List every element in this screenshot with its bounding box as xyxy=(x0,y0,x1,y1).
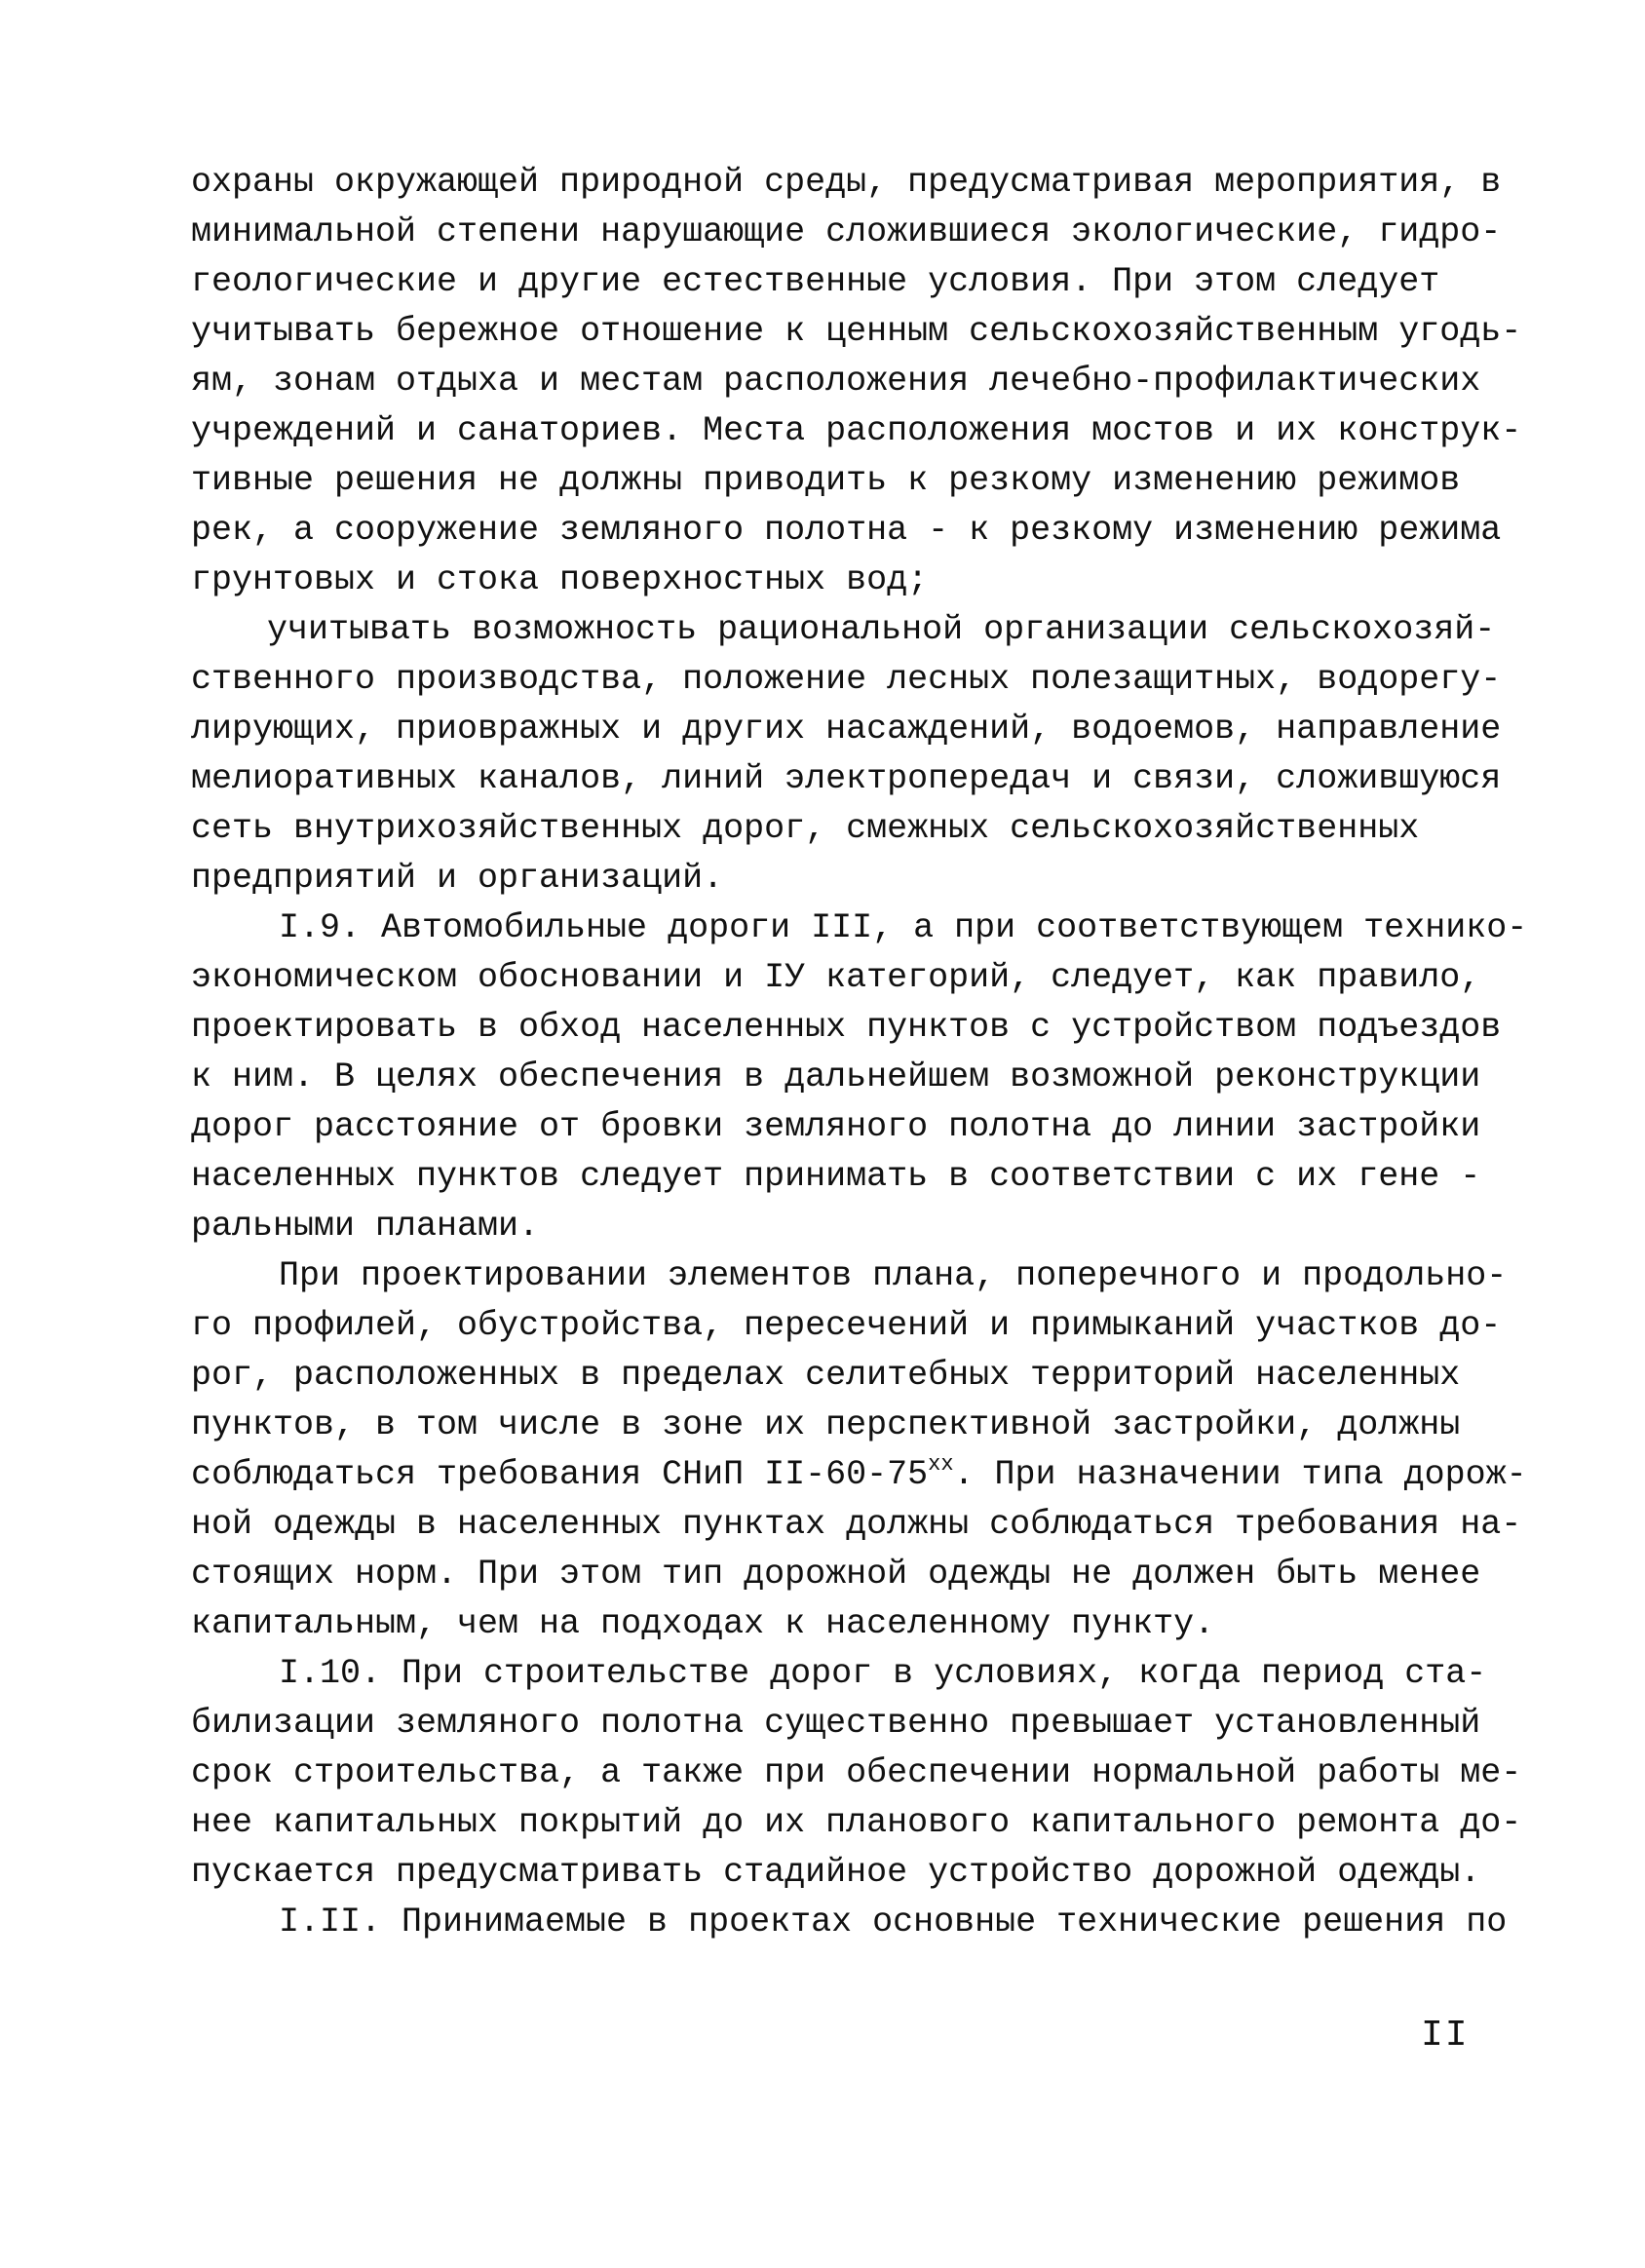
clause-1-10-line: I.10. При строительстве дорог в условиях, когда период ста- xyxy=(279,1654,1487,1693)
text-line: рог, расположенных в пределах селитебных территорий населенных xyxy=(191,1356,1461,1395)
text-line: ственного производства, положение лесных полезащитных, водорегу- xyxy=(191,660,1502,699)
text-line: тивные решения не должны приводить к резкому изменению режимов xyxy=(191,461,1461,500)
clause-1-9-line: I.9. Автомобильные дороги III, а при соответствующем технико- xyxy=(279,908,1528,947)
text-fragment: соблюдаться требования СНиП II-60-75 xyxy=(191,1455,929,1494)
text-line-with-superscript xyxy=(191,1450,1527,1500)
text-line: охраны окружающей природной среды, предусматривая мероприятия, в xyxy=(191,163,1502,202)
paragraph-start-line: При проектировании элементов плана, поперечного и продольно- xyxy=(279,1256,1508,1295)
text-line: грунтовых и стока поверхностных вод; xyxy=(191,560,929,599)
text-line: пунктов, в том числе в зоне их перспективной застройки, должны xyxy=(191,1405,1461,1444)
text-fragment: . При назначении типа дорож- xyxy=(953,1455,1527,1494)
text-line: билизации земляного полотна существенно превышает установленный xyxy=(191,1704,1481,1743)
page-number: II xyxy=(1421,2015,1470,2057)
footnote-mark: хх xyxy=(928,1452,954,1477)
text-line: к ним. В целях обеспечения в дальнейшем возможной реконструкции xyxy=(191,1057,1481,1096)
text-line: лирующих, приовражных и других насаждений, водоемов, направление xyxy=(191,710,1502,749)
text-line: минимальной степени нарушающие сложившиеся экологические, гидро- xyxy=(191,212,1502,251)
body-text xyxy=(191,158,1528,1947)
text-line: учреждений и санаториев. Места расположения мостов и их конструк- xyxy=(191,411,1522,450)
text-line: ральными планами. xyxy=(191,1207,540,1246)
text-line: сеть внутрихозяйственных дорог, смежных сельскохозяйственных xyxy=(191,809,1420,848)
text-line: ной одежды в населенных пунктах должны соблюдаться требования на- xyxy=(191,1505,1522,1544)
text-line: экономическом обосновании и IУ категорий, следует, как правило, xyxy=(191,958,1481,997)
clause-1-11-line: I.II. Принимаемые в проектах основные технические решения по xyxy=(279,1903,1508,1941)
text-line: дорог расстояние от бровки земляного полотна до линии застройки xyxy=(191,1107,1481,1146)
text-line: пускается предусматривать стадийное устройство дорожной одежды. xyxy=(191,1853,1481,1892)
paragraph-start-line: учитывать возможность рациональной организации сельскохозяй- xyxy=(267,610,1496,649)
text-line: ям, зонам отдыха и местам расположения лечебно-профилактических xyxy=(191,362,1481,401)
text-line: стоящих норм. При этом тип дорожной одежды не должен быть менее xyxy=(191,1555,1481,1594)
text-line: предприятий и организаций. xyxy=(191,859,724,898)
text-line: мелиоративных каналов, линий электропередач и связи, сложившуюся xyxy=(191,759,1502,798)
text-line: го профилей, обустройства, пересечений и примыканий участков до- xyxy=(191,1306,1502,1345)
text-line: нее капитальных покрытий до их планового капитального ремонта до- xyxy=(191,1803,1522,1842)
text-line: рек, а сооружение земляного полотна - к резкому изменению режима xyxy=(191,511,1502,550)
text-line: населенных пунктов следует принимать в соответствии с их гене - xyxy=(191,1157,1481,1196)
text-line: проектировать в обход населенных пунктов с устройством подъездов xyxy=(191,1008,1502,1047)
text-line: капитальным, чем на подходах к населенному пункту. xyxy=(191,1604,1215,1643)
text-line: геологические и другие естественные условия. При этом следует xyxy=(191,262,1440,301)
text-line: срок строительства, а также при обеспечении нормальной работы ме- xyxy=(191,1753,1522,1792)
text-line: учитывать бережное отношение к ценным сельскохозяйственным угодь- xyxy=(191,312,1522,351)
